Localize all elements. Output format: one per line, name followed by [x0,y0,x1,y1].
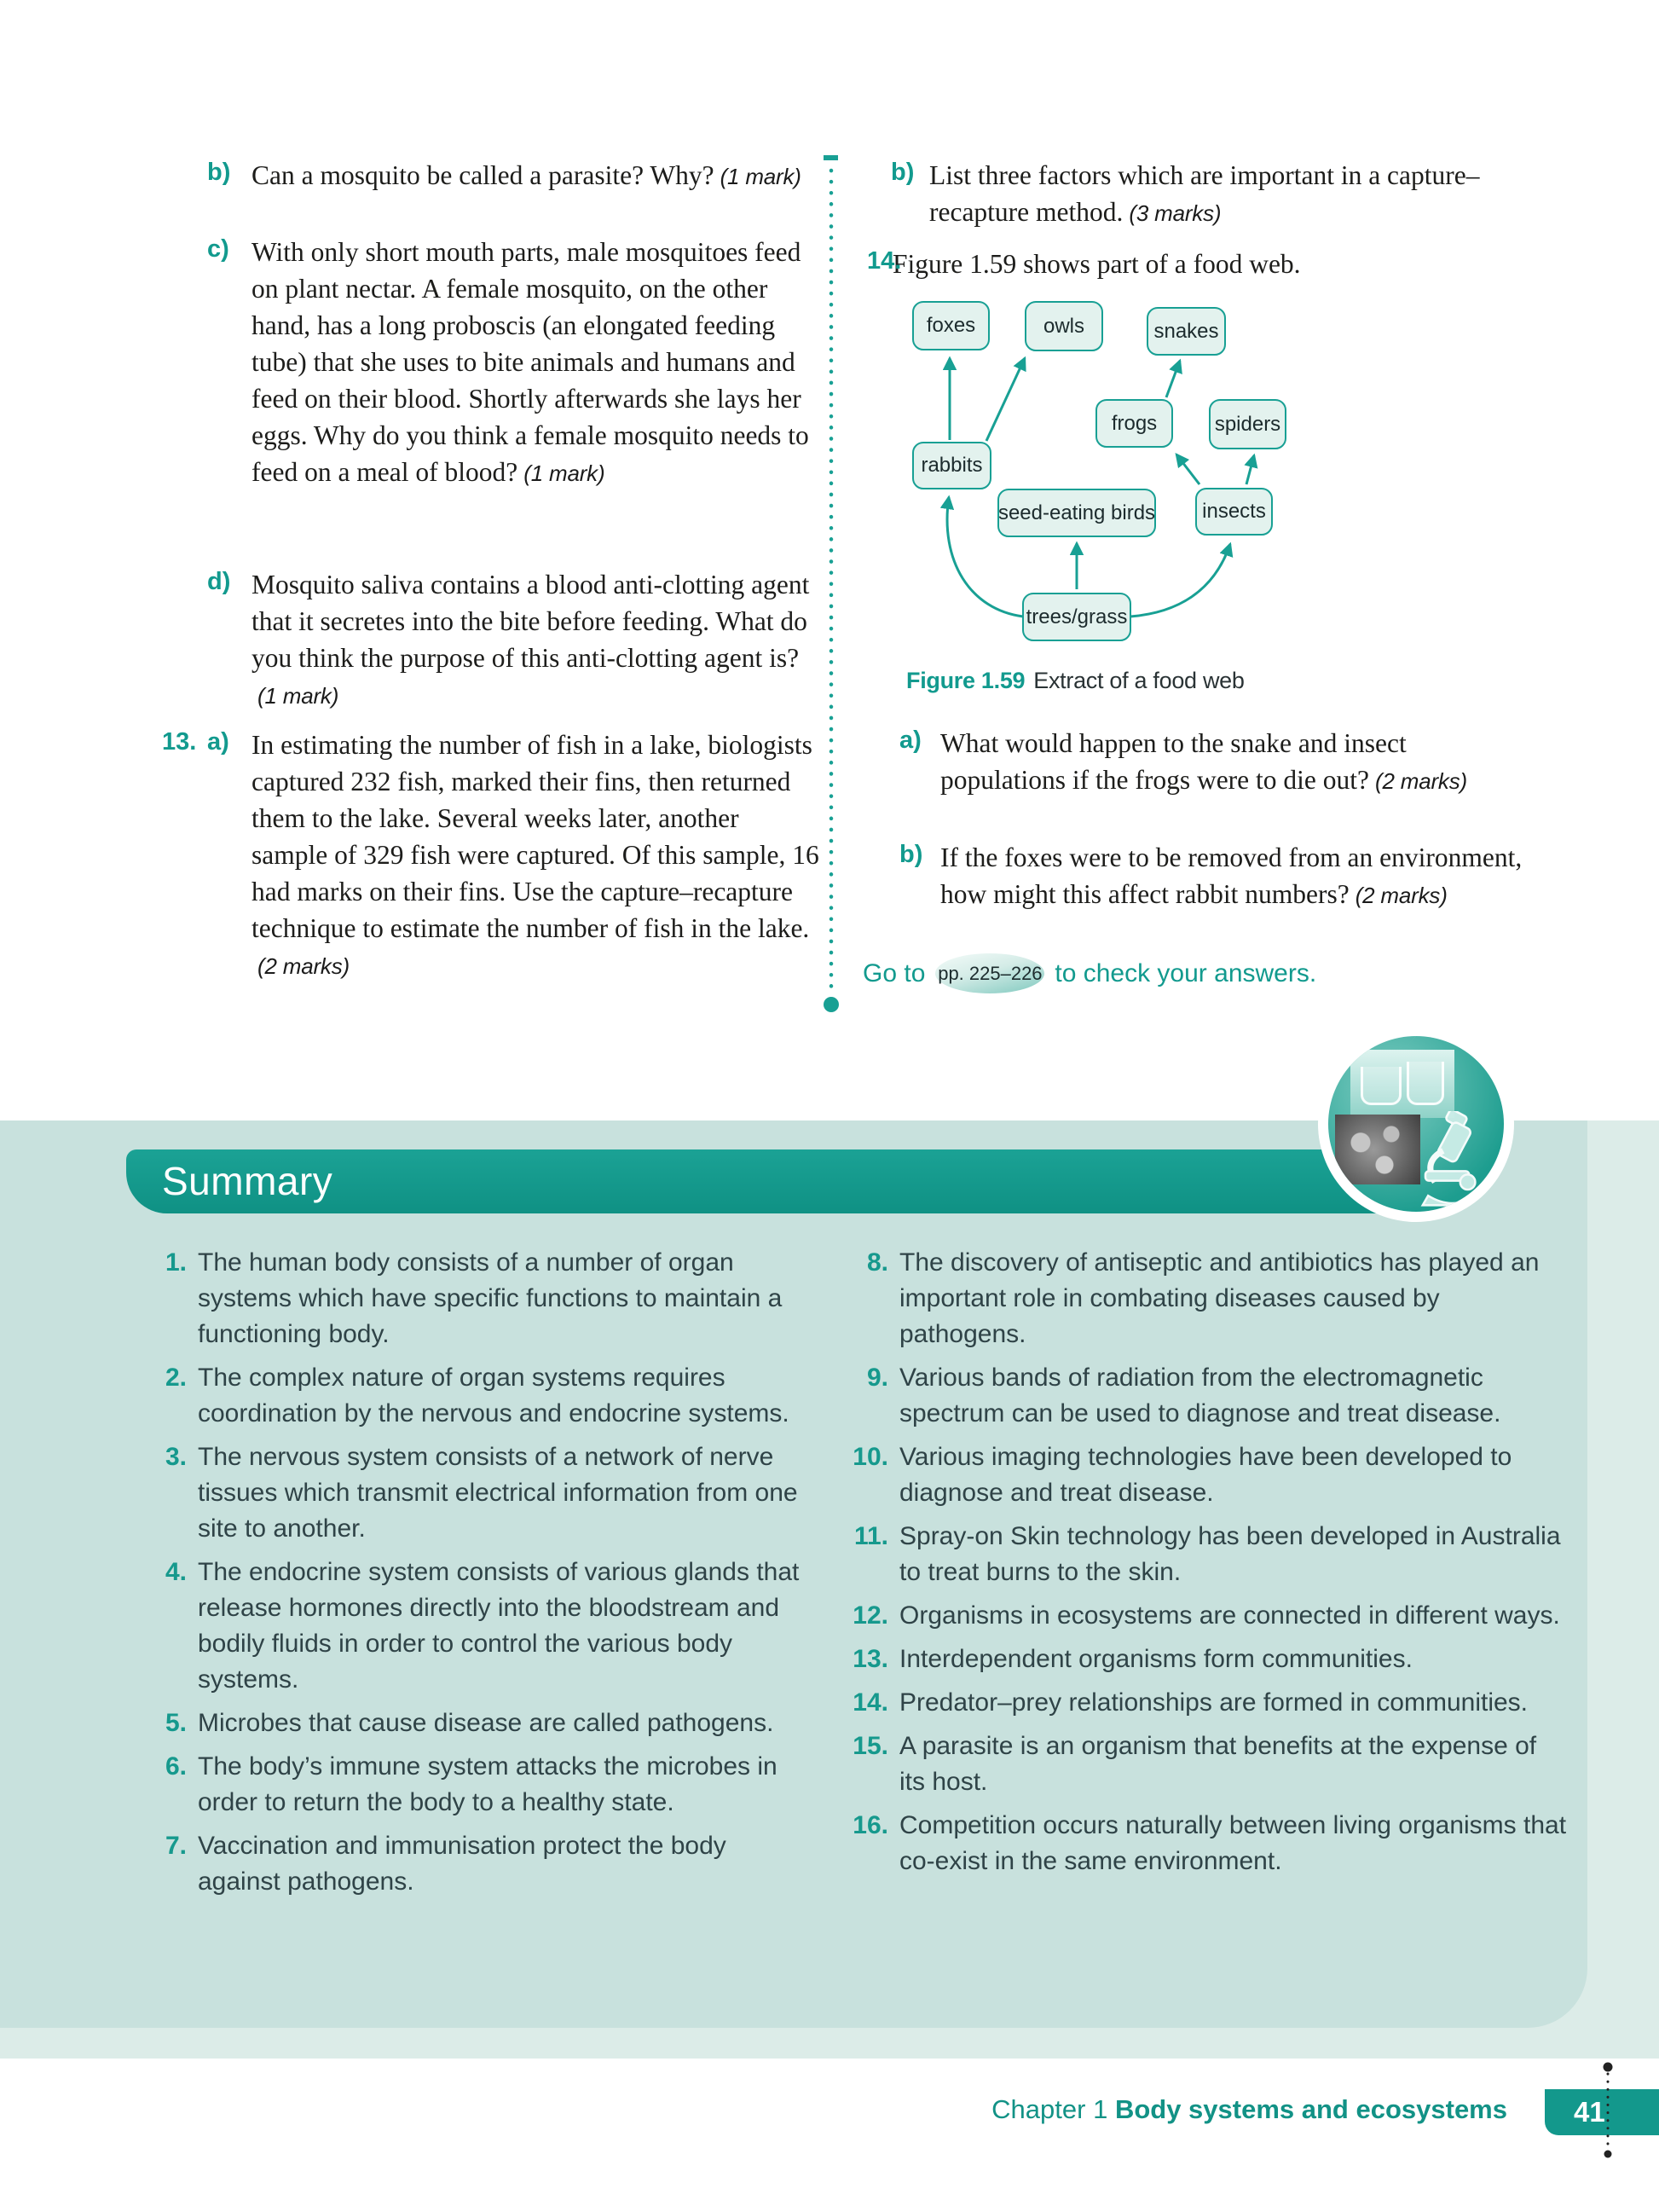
question-label: a) [899,727,922,754]
summary-item-text: Predator–prey relationships are formed in communities. [899,1688,1529,1717]
question-text [251,727,821,985]
question-body: Can a mosquito be called a parasite? Why? [251,160,714,190]
summary-item [158,1360,806,1432]
question-text [940,839,1530,914]
question-label: a) [207,728,229,756]
summary-item-number: 13. [853,1645,888,1673]
foodweb-node-spiders: spiders [1209,399,1286,449]
summary-item [158,1439,806,1547]
question-label: b) [899,841,923,868]
summary-item [851,1728,1567,1800]
question-text [251,566,821,715]
foodweb-node-insects: insects [1195,488,1273,536]
summary-item-text: The body’s immune system attacks the microbes in order to return the body to a healthy state. [198,1752,777,1816]
question-item-13a [162,727,865,985]
question-number: 14. [867,247,902,275]
column-divider [821,155,841,1018]
question-text [929,157,1519,232]
figure-caption-text: Extract of a food web [1033,668,1245,693]
summary-item-text: Various bands of radiation from the electromagnetic spectrum can be used to diagnose and treat disease. [899,1364,1501,1427]
summary-item-number: 11. [853,1522,888,1550]
summary-item-text: Interdependent organisms form communities. [899,1645,1413,1673]
summary-item-number: 9. [866,1364,888,1392]
beaker-icon [1407,1062,1444,1105]
question-text [940,725,1530,800]
summary-item-number: 14. [853,1688,888,1717]
summary-section [0,1120,1659,2059]
summary-item-text: The endocrine system consists of various glands that release hormones directly into the bloodstream and bodily fluids in order to control the various body systems. [198,1558,800,1694]
marks-label: (3 marks) [1129,200,1222,226]
chapter-title: Body systems and ecosystems [1114,2094,1507,2124]
summary-item [158,1705,806,1741]
question-label: b) [891,159,915,186]
question-number: 13. [162,728,197,756]
question-body: In estimating the number of fish in a lake, biologists captured 232 fish, marked their fins, then returned them to the lake. Several weeks later, another sample of 329 fish were captured. Of this sample, 16 had marks on their fins. Use the capture–recapture technique to estimate the number of fish in the lake. [251,730,819,943]
question-item-b [207,157,865,195]
summary-item-number: 6. [165,1752,187,1781]
foodweb-node-foxes: foxes [912,301,990,350]
footer-chapter [991,2094,1507,2125]
summary-photo-circle [1318,1026,1514,1222]
summary-item-number: 3. [165,1443,187,1471]
figure-caption-label: Figure 1.59 [906,668,1026,693]
summary-list-left [158,1245,806,1908]
summary-item [158,1749,806,1821]
marks-label: (2 marks) [257,953,350,979]
summary-item-text: The discovery of antiseptic and antibiotics has played an important role in combating diseases caused by pathogens. [899,1248,1540,1348]
question-label: b) [207,159,231,186]
foodweb-node-rabbits: rabbits [912,442,991,489]
summary-item-number: 1. [165,1248,187,1277]
foodweb-node-snakes: snakes [1147,307,1226,356]
summary-item [851,1685,1567,1721]
page-number: 41 [1574,2096,1605,2128]
question-item-d [207,566,865,715]
question-text [251,234,821,492]
summary-item-number: 15. [853,1732,888,1760]
question-body: List three factors which are important in a capture–recapture method. [929,160,1480,227]
foodweb-node-trees-grass: trees/grass [1022,593,1131,641]
summary-item [851,1808,1567,1879]
question-item-c [207,234,865,492]
summary-item [851,1598,1567,1634]
goto-prefix: Go to [863,958,926,987]
summary-item-text: Various imaging technologies have been developed to diagnose and treat disease. [899,1443,1512,1507]
question-text [251,157,821,195]
summary-item-number: 16. [853,1811,888,1839]
summary-item-text: Spray-on Skin technology has been developed in Australia to treat burns to the skin. [899,1522,1561,1586]
summary-item-number: 12. [853,1601,888,1630]
question-body: Mosquito saliva contains a blood anti-clotting agent that it secretes into the bite before feeding. What do you think the purpose of this anti-clotting agent is? [251,570,810,673]
question-body: With only short mouth parts, male mosquitoes feed on plant nectar. A female mosquito, on the other hand, has a long proboscis (an elongated feeding tube) that she uses to bite animals and humans and feed on their blood. Shortly afterwards she lays her eggs. Why do you think a female mosquito needs to feed on a meal of blood? [251,237,809,487]
summary-item-text: Competition occurs naturally between living organisms that co-exist in the same environment. [899,1811,1567,1875]
summary-item-number: 2. [165,1364,187,1392]
summary-item [851,1642,1567,1677]
summary-title: Summary [162,1159,333,1203]
summary-item-text: The complex nature of organ systems requires coordination by the nervous and endocrine systems. [198,1364,789,1427]
summary-item-number: 5. [165,1709,187,1737]
question-item-b2 [899,839,1581,914]
summary-item-number: 7. [165,1832,187,1860]
petri-dish-photo [1350,1050,1454,1118]
summary-item-text: The human body consists of a number of organ systems which have specific functions to maintain a functioning body. [198,1248,783,1348]
foodweb-node-seed-eating-birds: seed-eating birds [997,489,1156,537]
summary-item [158,1245,806,1352]
summary-item-text: The nervous system consists of a network of nerve tissues which transmit electrical information from one site to another. [198,1443,798,1543]
summary-list-right [851,1245,1567,1887]
marks-label: (2 marks) [1375,768,1467,794]
marks-label: (1 mark) [720,164,801,189]
goto-pages-badge: pp. 225–226 [935,953,1044,993]
summary-title-bar [126,1149,1415,1213]
summary-item [158,1555,806,1698]
summary-item [851,1439,1567,1511]
foodweb-node-frogs: frogs [1095,399,1173,448]
marks-label: (1 mark) [257,683,339,709]
summary-item-number: 4. [165,1558,187,1586]
summary-item [851,1360,1567,1432]
summary-item-number: 8. [866,1248,888,1277]
question-item-14 [867,246,1549,282]
figure-caption [906,668,1245,694]
summary-item-text: Vaccination and immunisation protect the body against pathogens. [198,1832,726,1896]
question-text: Figure 1.59 shows part of a food web. [893,249,1301,279]
question-item-a2 [899,725,1581,800]
beaker-icon [1361,1067,1402,1105]
microscope-icon [1412,1111,1494,1207]
summary-item-number: 10. [853,1443,888,1471]
question-label: c) [207,235,229,263]
summary-item-text: Organisms in ecosystems are connected in different ways. [899,1601,1560,1630]
goto-answers-line [863,953,1316,993]
food-web-figure [895,290,1292,648]
microbe-photo [1335,1115,1420,1184]
question-label: d) [207,568,231,595]
question-item-b1 [891,157,1539,232]
summary-item [158,1828,806,1900]
summary-item [851,1519,1567,1590]
summary-item-text: A parasite is an organism that benefits at the expense of its host. [899,1732,1537,1796]
foodweb-node-owls: owls [1025,301,1103,351]
leaf-photo [1328,1036,1504,1212]
marks-label: (1 mark) [523,460,605,486]
question-body: What would happen to the snake and insect populations if the frogs were to die out? [940,728,1407,795]
marks-label: (2 marks) [1355,883,1448,908]
summary-item-text: Microbes that cause disease are called pathogens. [198,1709,774,1737]
goto-suffix: to check your answers. [1055,958,1317,987]
dotted-marker-line [1599,2060,1616,2167]
question-body: If the foxes were to be removed from an environment, how might this affect rabbit numbers? [940,843,1523,909]
chapter-prefix: Chapter 1 [991,2094,1108,2124]
summary-item [851,1245,1567,1352]
